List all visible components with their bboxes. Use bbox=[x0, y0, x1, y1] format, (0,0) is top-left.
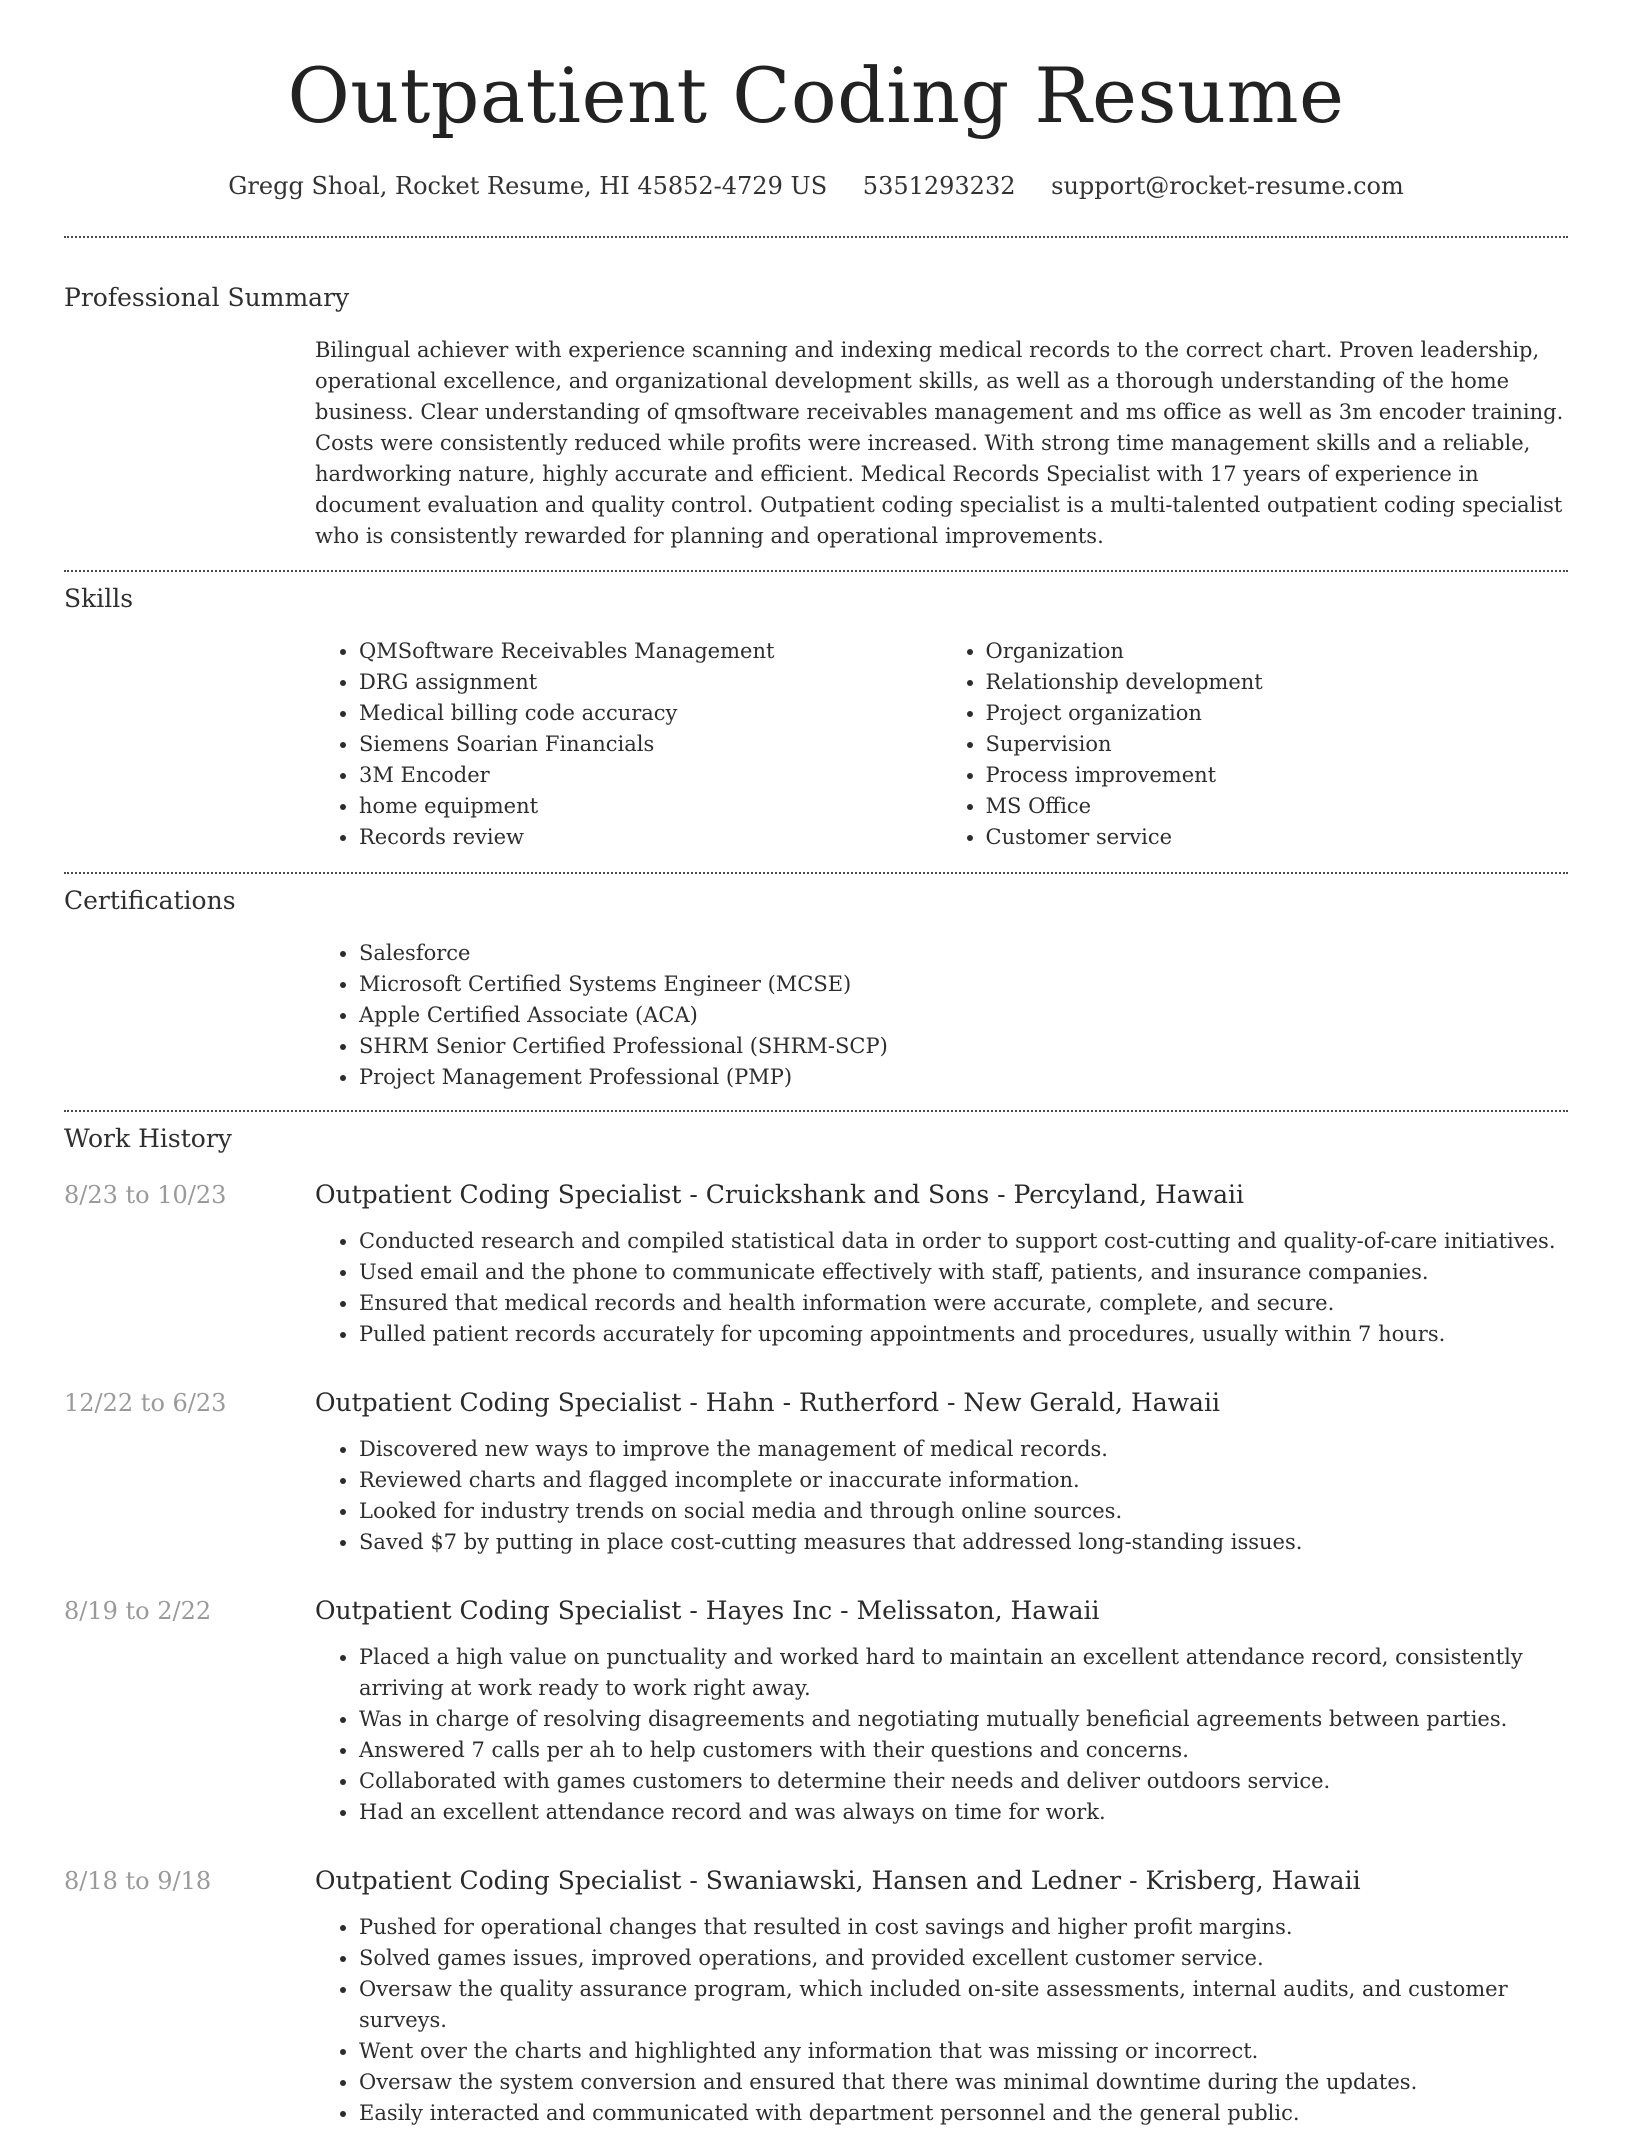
job-dates: 8/19 to 2/22 bbox=[64, 1597, 212, 1625]
job-dates: 8/23 to 10/23 bbox=[64, 1181, 227, 1209]
skill-item: • Project organization bbox=[986, 698, 1569, 729]
skill-item: • DRG assignment bbox=[359, 667, 942, 698]
work-history-section bbox=[64, 1122, 1568, 2129]
job-bullet: • Collaborated with games customers to determine their needs and deliver outdoors service. bbox=[359, 1766, 1568, 1797]
job-header bbox=[64, 1178, 1568, 1212]
contact-email: support@rocket-resume.com bbox=[1051, 172, 1404, 200]
job-title: Outpatient Coding Specialist - Hahn - Rutherford - New Gerald, Hawaii bbox=[315, 1388, 1220, 1417]
job-bullet: • Reviewed charts and flagged incomplete or inaccurate information. bbox=[359, 1465, 1568, 1496]
job-bullet: • Easily interacted and communicated with department personnel and the general public. bbox=[359, 2098, 1568, 2129]
skill-item: • 3M Encoder bbox=[359, 760, 942, 791]
job-dates: 8/18 to 9/18 bbox=[64, 1867, 212, 1895]
job-bullet: • Ensured that medical records and health information were accurate, complete, and secure. bbox=[359, 1288, 1568, 1319]
skill-item: • MS Office bbox=[986, 791, 1569, 822]
section-divider bbox=[64, 570, 1568, 572]
certifications-section bbox=[64, 884, 1568, 1093]
job-title: Outpatient Coding Specialist - Hayes Inc - Melissaton, Hawaii bbox=[315, 1596, 1100, 1625]
job-bullet: • Discovered new ways to improve the management of medical records. bbox=[359, 1434, 1568, 1465]
skills-list bbox=[315, 636, 1568, 853]
job-bullet: • Used email and the phone to communicate effectively with staff, patients, and insurance companies. bbox=[359, 1257, 1568, 1288]
work-history-heading: Work History bbox=[64, 1124, 232, 1153]
section-divider bbox=[64, 236, 1568, 238]
contact-line bbox=[64, 170, 1568, 202]
certification-item: • Project Management Professional (PMP) bbox=[359, 1062, 1568, 1093]
job-bullet: • Was in charge of resolving disagreements and negotiating mutually beneficial agreements between parties. bbox=[359, 1704, 1568, 1735]
job-title: Outpatient Coding Specialist - Swaniawski, Hansen and Ledner - Krisberg, Hawaii bbox=[315, 1866, 1361, 1895]
job-bullets bbox=[315, 1912, 1568, 2129]
job-bullet: • Answered 7 calls per ah to help customers with their questions and concerns. bbox=[359, 1735, 1568, 1766]
job-bullet: • Pushed for operational changes that resulted in cost savings and higher profit margins. bbox=[359, 1912, 1568, 1943]
job-header bbox=[64, 1594, 1568, 1628]
skill-item: • Medical billing code accuracy bbox=[359, 698, 942, 729]
skills-column-left bbox=[315, 636, 942, 853]
job-dates: 12/22 to 6/23 bbox=[64, 1389, 227, 1417]
job-bullet: • Solved games issues, improved operations, and provided excellent customer service. bbox=[359, 1943, 1568, 1974]
job-bullet: • Placed a high value on punctuality and worked hard to maintain an excellent attendance record, consistently arriving at work ready to work right away. bbox=[359, 1642, 1568, 1704]
job-entry bbox=[64, 1386, 1568, 1558]
skills-heading: Skills bbox=[64, 584, 134, 613]
job-bullet: • Went over the charts and highlighted any information that was missing or incorrect. bbox=[359, 2036, 1568, 2067]
skill-item: • QMSoftware Receivables Management bbox=[359, 636, 942, 667]
certifications-list bbox=[315, 938, 1568, 1093]
skill-item: • Relationship development bbox=[986, 667, 1569, 698]
section-divider bbox=[64, 1110, 1568, 1112]
contact-phone: 5351293232 bbox=[862, 172, 1016, 200]
resume-title: Outpatient Coding Resume bbox=[287, 51, 1345, 140]
job-bullets bbox=[315, 1642, 1568, 1828]
certification-item: • Salesforce bbox=[359, 938, 1568, 969]
job-title: Outpatient Coding Specialist - Cruickshank and Sons - Percyland, Hawaii bbox=[315, 1180, 1244, 1209]
job-bullet: • Had an excellent attendance record and was always on time for work. bbox=[359, 1797, 1568, 1828]
certification-item: • Microsoft Certified Systems Engineer (MCSE) bbox=[359, 969, 1568, 1000]
skill-item: • Process improvement bbox=[986, 760, 1569, 791]
job-bullets bbox=[315, 1434, 1568, 1558]
job-entry bbox=[64, 1594, 1568, 1828]
skills-section bbox=[64, 582, 1568, 853]
skill-item: • Customer service bbox=[986, 822, 1569, 853]
job-bullet: • Saved $7 by putting in place cost-cutting measures that addressed long-standing issues. bbox=[359, 1527, 1568, 1558]
summary-text: Bilingual achiever with experience scanning and indexing medical records to the correct chart. Proven leadership, operational excellence, and organizational development skills, as well as a thorough understanding of the home business. Clear understanding of qmsoftware receivables management and ms office as well as 3m encoder training. Costs were consistently reduced while profits were increased. With strong time management skills and a reliable, hardworking nature, highly accurate and efficient. Medical Records Specialist with 17 years of experience in document evaluation and quality control. Outpatient coding specialist is a multi-talented outpatient coding specialist who is consistently rewarded for planning and operational improvements. bbox=[315, 338, 1564, 548]
job-bullet: • Conducted research and compiled statistical data in order to support cost-cutting and quality-of-care initiatives. bbox=[359, 1226, 1568, 1257]
resume-page bbox=[64, 0, 1568, 2129]
section-divider bbox=[64, 872, 1568, 874]
skill-item: • Siemens Soarian Financials bbox=[359, 729, 942, 760]
certification-item: • SHRM Senior Certified Professional (SHRM-SCP) bbox=[359, 1031, 1568, 1062]
skill-item: • home equipment bbox=[359, 791, 942, 822]
skills-column-right bbox=[942, 636, 1569, 853]
job-bullets bbox=[315, 1226, 1568, 1350]
skill-item: • Records review bbox=[359, 822, 942, 853]
job-header bbox=[64, 1386, 1568, 1420]
job-header bbox=[64, 1864, 1568, 1898]
summary-heading: Professional Summary bbox=[64, 283, 350, 312]
certification-item: • Apple Certified Associate (ACA) bbox=[359, 1000, 1568, 1031]
job-bullet: • Oversaw the quality assurance program, which included on-site assessments, internal audits, and customer surveys. bbox=[359, 1974, 1568, 2036]
certifications-heading: Certifications bbox=[64, 886, 236, 915]
skill-item: • Organization bbox=[986, 636, 1569, 667]
summary-section bbox=[64, 281, 1568, 552]
job-entry bbox=[64, 1178, 1568, 1350]
skill-item: • Supervision bbox=[986, 729, 1569, 760]
job-bullet: • Looked for industry trends on social media and through online sources. bbox=[359, 1496, 1568, 1527]
contact-address: Gregg Shoal, Rocket Resume, HI 45852-4729 US bbox=[228, 172, 828, 200]
job-bullet: • Oversaw the system conversion and ensured that there was minimal downtime during the updates. bbox=[359, 2067, 1568, 2098]
job-entry bbox=[64, 1864, 1568, 2129]
job-bullet: • Pulled patient records accurately for upcoming appointments and procedures, usually within 7 hours. bbox=[359, 1319, 1568, 1350]
